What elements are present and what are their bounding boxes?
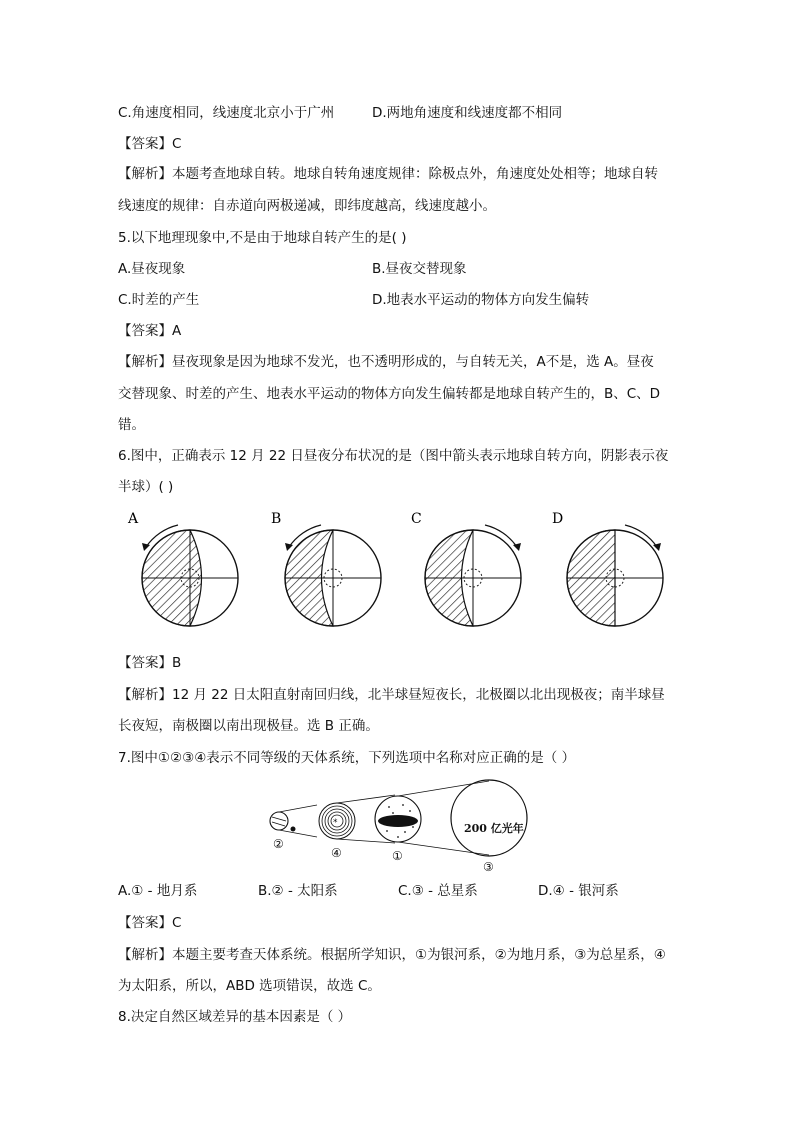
figure-d-label: D (552, 511, 564, 527)
q7-option-c: C.③ - 总星系 (398, 883, 478, 899)
figure-b (271, 511, 381, 626)
q5-analysis-line-2: 交替现象、时差的产生、地表水平运动的物体方向发生偏转都是地球自转产生的，B、C、D (118, 386, 661, 402)
q7-option-a: A.① - 地月系 (118, 883, 198, 899)
q6-analysis-line-2: 长夜短，南极圈以南出现极昼。选 B 正确。 (118, 718, 379, 734)
q4-analysis-line-2: 线速度的规律：自赤道向两极递减，即纬度越高，线速度越小。 (118, 198, 496, 214)
q6-stem-line-1: 6.图中，正确表示 12 月 22 日昼夜分布状况的是（图中箭头表示地球自转方向，阴影表示夜 (118, 448, 669, 464)
q5-option-a: A.昼夜现象 (118, 261, 186, 277)
caption-4: ④ (331, 846, 342, 860)
q7-answer: 【答案】C (118, 915, 182, 931)
celestial-system-figure (265, 775, 535, 875)
q7-stem: 7.图中①②③④表示不同等级的天体系统，下列选项中名称对应正确的是（ ） (118, 750, 576, 766)
q4-option-d: D.两地角速度和线速度都不相同 (372, 105, 563, 121)
q5-answer: 【答案】A (118, 323, 182, 339)
figure-b-label: B (271, 511, 282, 527)
q6-answer: 【答案】B (118, 655, 182, 671)
figure-c (411, 511, 521, 626)
figure-d (552, 511, 663, 626)
q6-analysis-line-1: 【解析】12 月 22 日太阳直射南回归线，北半球昼短夜长，北极圈以北出现极夜；南半球昼 (118, 687, 665, 703)
figure-a-label: A (128, 511, 139, 527)
q4-option-c: C.角速度相同，线速度北京小于广州 (118, 105, 335, 121)
figure-a (127, 511, 238, 626)
q7-analysis-line-1: 【解析】本题主要考查天体系统。根据所学知识，①为银河系，②为地月系，③为总星系，④ (118, 947, 666, 963)
q4-answer: 【答案】C (118, 136, 182, 152)
q5-analysis-line-1: 【解析】昼夜现象是因为地球不发光，也不透明形成的，与自转无关，A不是，选 A。昼夜 (118, 354, 654, 370)
q5-option-d: D.地表水平运动的物体方向发生偏转 (372, 292, 590, 308)
q5-analysis-line-3: 错。 (118, 417, 145, 433)
q5-option-b: B.昼夜交替现象 (372, 261, 467, 277)
q7-analysis-line-2: 为太阳系，所以，ABD 选项错误，故选 C。 (118, 978, 381, 994)
day-night-figures (118, 505, 678, 645)
caption-1: ① (392, 849, 403, 863)
caption-3: ③ (483, 860, 494, 874)
q5-option-c: C.时差的产生 (118, 292, 200, 308)
figure-c-label: C (411, 511, 422, 527)
svg-text:*: * (333, 818, 338, 828)
caption-2: ② (273, 837, 284, 851)
q7-option-b: B.② - 太阳系 (258, 883, 338, 899)
q8-stem: 8.决定自然区域差异的基本因素是（ ） (118, 1009, 352, 1025)
q7-option-d: D.④ - 银河系 (538, 883, 619, 899)
light-year-label: 200 亿光年 (464, 822, 524, 835)
q5-stem: 5.以下地理现象中,不是由于地球自转产生的是( ) (118, 230, 407, 246)
q6-stem-line-2: 半球）( ) (118, 479, 174, 495)
q4-analysis-line-1: 【解析】本题考查地球自转。地球自转角速度规律：除极点外，角速度处处相等；地球自转 (118, 166, 658, 182)
